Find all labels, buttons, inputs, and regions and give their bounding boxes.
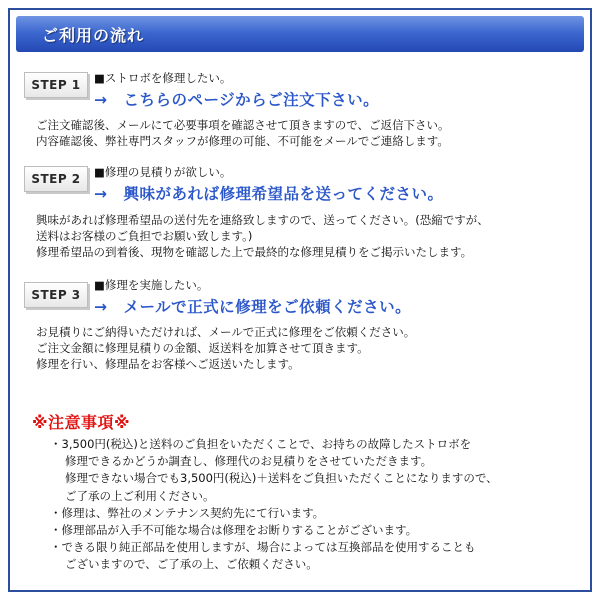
step-3-line: お見積りにご納得いただければ、メールで正式に修理をご依頼ください。 bbox=[36, 325, 416, 339]
note-line: 修理できるかどうか調査し、修理代のお見積りをさせていただきます。 bbox=[65, 454, 433, 469]
note-line: ご了承の上ご利用ください。 bbox=[65, 488, 215, 503]
notes-list bbox=[50, 436, 498, 574]
step-2-line: 興味があれば修理希望品の送付先を連絡致しますので、送ってください。(恐縮ですが、 bbox=[36, 213, 489, 227]
step-2-line: 修理希望品の到着後、現物を確認した上で最終的な修理見積りをご掲示いたします。 bbox=[36, 245, 473, 259]
step-1-heading: ■ストロボを修理したい。 bbox=[94, 71, 232, 85]
step-1-badge: STEP 1 bbox=[24, 72, 88, 98]
step-3-line: ご注文金額に修理見積りの金額、返送料を加算させて頂きます。 bbox=[36, 341, 369, 355]
note-line: ・修理は、弊社のメンテナンス契約先にて行います。 bbox=[50, 505, 325, 520]
step-2-send-item-link[interactable]: → 興味があれば修理希望品を送ってください。 bbox=[94, 185, 444, 203]
page-frame bbox=[8, 8, 592, 592]
step-3-badge: STEP 3 bbox=[24, 282, 88, 308]
notes-title: ※注意事項※ bbox=[32, 413, 131, 432]
step-2-line: 送料はお客様のご負担でお願い致します。) bbox=[36, 229, 253, 243]
step-1-line: 内容確認後、弊社専門スタッフが修理の可能、不可能をメールでご連絡します。 bbox=[36, 134, 449, 148]
step-3-email-request-link[interactable]: → メールで正式に修理をご依頼ください。 bbox=[94, 298, 412, 316]
step-3-description bbox=[36, 324, 415, 372]
step-1-line: ご注文確認後、メールにて必要事項を確認させて頂きますので、ご返信下さい。 bbox=[36, 118, 450, 132]
note-line: 修理できない場合でも3,500円(税込)＋送料をご負担いただくことになりますので、 bbox=[65, 471, 498, 486]
page-title: ご利用の流れ bbox=[42, 26, 145, 45]
note-line: ・修理部品が入手不可能な場合は修理をお断りすることがございます。 bbox=[50, 523, 418, 538]
section-header bbox=[16, 16, 584, 52]
step-3-heading: ■修理を実施したい。 bbox=[94, 278, 209, 292]
step-1-order-link[interactable]: → こちらのページからご注文下さい。 bbox=[94, 91, 380, 109]
step-1-description bbox=[36, 117, 450, 149]
note-line: ございますので、ご了承の上、ご依頼ください。 bbox=[65, 557, 318, 572]
step-3-line: 修理を行い、修理品をお客様へご返送いたします。 bbox=[36, 357, 300, 371]
step-2-badge: STEP 2 bbox=[24, 166, 88, 192]
note-line: ・できる限り純正部品を使用しますが、場合によっては互換部品を使用することも bbox=[50, 540, 476, 555]
note-line: ・3,500円(税込)と送料のご負担をいただくことで、お持ちの故障したストロボを bbox=[50, 437, 472, 451]
step-2-description bbox=[36, 212, 489, 260]
step-2-heading: ■修理の見積りが欲しい。 bbox=[94, 165, 232, 179]
